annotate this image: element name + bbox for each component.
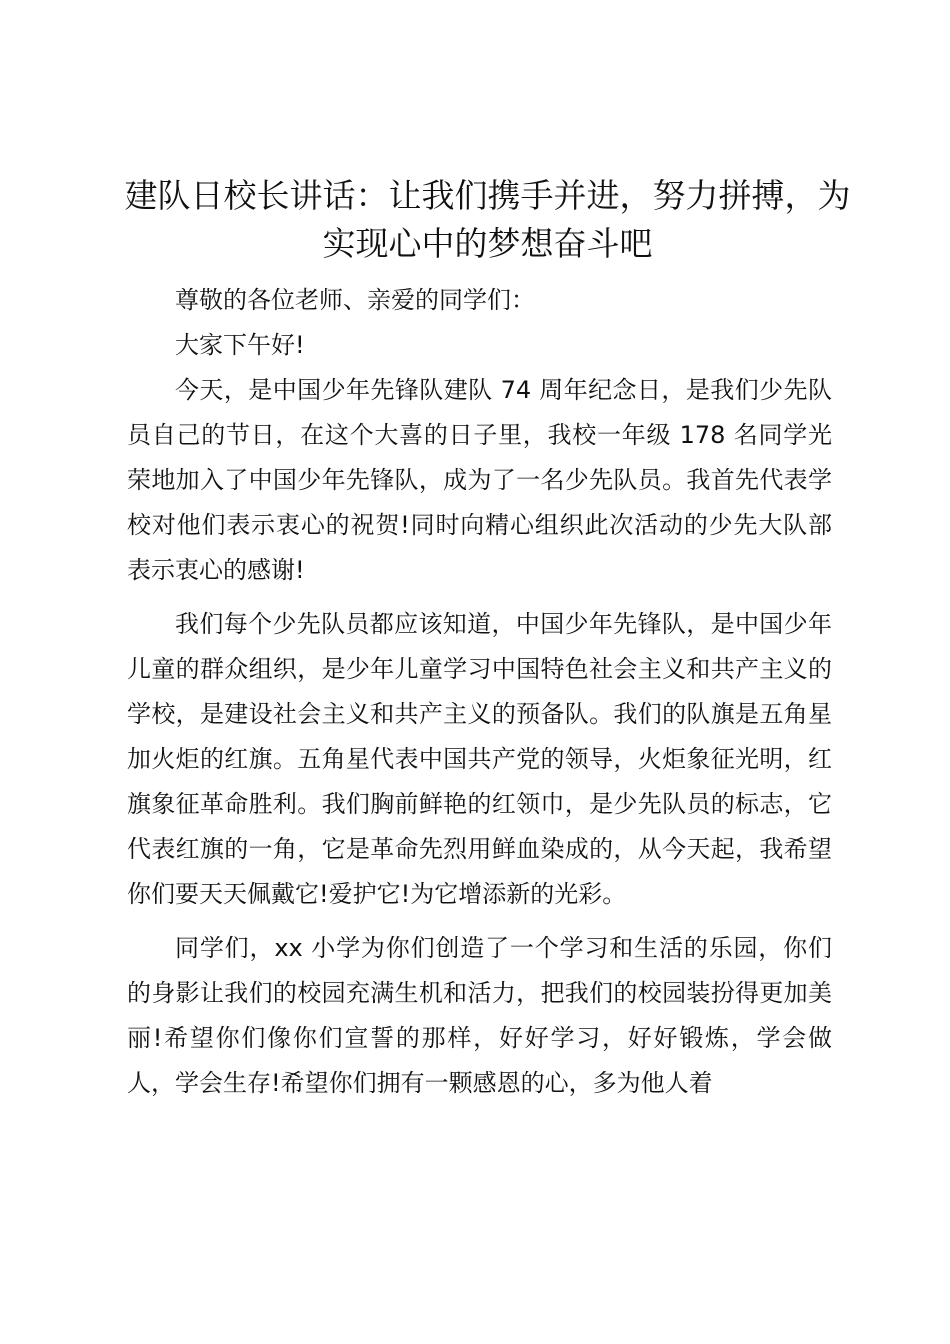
paragraph-pioneers: 我们每个少先队员都应该知道，中国少年先锋队，是中国少年儿童的群众组织，是少年儿童学习中国特色社会主义和共产主义的学校，是建设社会主义和共产主义的预备队。我们的队旗是五角星加火炬的红旗。五角星代表中国共产党的领导，火炬象征光明，红旗象征革命胜利。我们胸前鲜艳的红领巾，是少先队员的标志，它代表红旗的一角，它是革命先烈用鲜血染成的，从今天起，我希望你们要天天佩戴它!爱护它!为它增添新的光彩。	[127, 610, 832, 908]
paragraph-salutation: 尊敬的各位老师、亲爱的同学们：	[175, 286, 535, 314]
paragraph-students: 同学们，xx 小学为你们创造了一个学习和生活的乐园，你们的身影让我们的校园充满生机和活力，把我们的校园装扮得更加美丽!希望你们像你们宣誓的那样，好好学习，好好锻炼，学会做人，学会生存!希望你们拥有一颗感恩的心，多为他人着	[127, 934, 832, 1097]
paragraph-greeting: 大家下午好!	[175, 331, 305, 359]
paragraph-anniversary: 今天，是中国少年先锋队建队 74 周年纪念日，是我们少先队员自己的节日，在这个大喜的日子里，我校一年级 178 名同学光荣地加入了中国少年先锋队，成为了一名少先队员。我首先代表学校对他们表示衷心的祝贺!同时向精心组织此次活动的少先大队部表示衷心的感谢!	[127, 376, 832, 584]
document-body	[127, 278, 832, 1106]
document-title: 建队日校长讲话：让我们携手并进，努力拼搏，为实现心中的梦想奋斗吧	[124, 176, 851, 263]
